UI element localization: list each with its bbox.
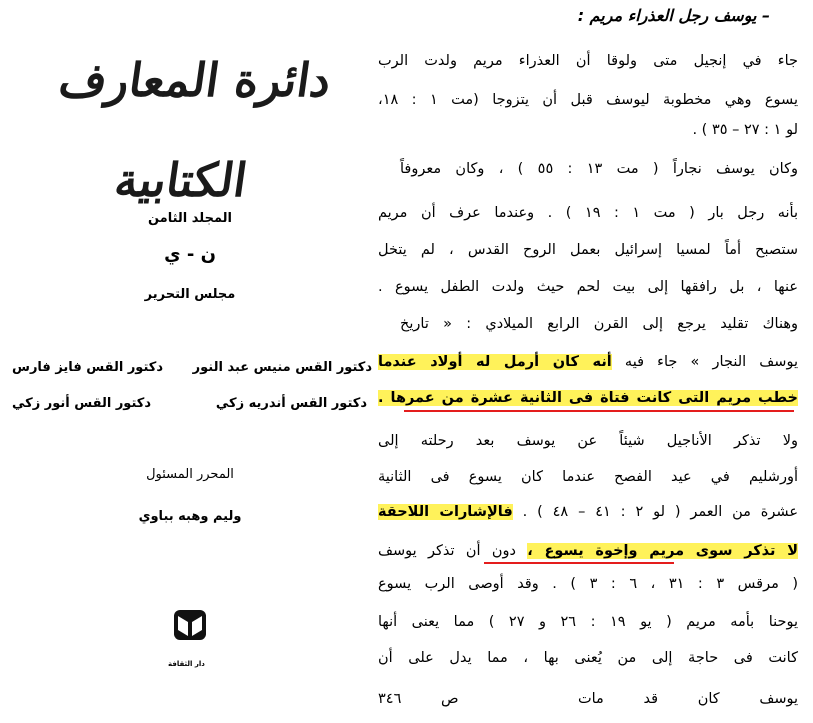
- editorial-board-label: مجلس التحرير: [144, 287, 236, 302]
- volume-letters: ن - ي: [164, 244, 216, 265]
- text-line: لو ١ : ٢٧ – ٣٥ ) .: [692, 122, 798, 138]
- volume-label: المجلد الثامن: [147, 211, 233, 226]
- text-fragment: يوسف كان قد مات: [577, 691, 799, 707]
- text-line: [378, 501, 798, 523]
- text-line: ستصبح أماً لمسيا إسرائيل بعمل الروح القدس ، لم يتخل: [378, 242, 798, 258]
- text-line: [378, 387, 798, 409]
- red-underline: [484, 562, 674, 564]
- page-reference: ص ٣٤٦: [378, 691, 459, 707]
- editor-3: دكتور القس أندريه زكي: [215, 396, 367, 411]
- editor-4: دكتور القس أنور زكي: [12, 396, 151, 411]
- text-line: بأنه رجل بار ( مت ١ : ١٩ ) . وعندما عرف أن مريم: [378, 205, 798, 221]
- logo-text: دائرة المعارف الكتابية: [55, 53, 335, 207]
- responsible-editor-name: وليم وهبه بباوي: [138, 509, 242, 524]
- text-line: [378, 351, 798, 373]
- text-fragment: عشرة من العمر ( لو ٢ : ٤١ – ٤٨ ) .: [522, 504, 798, 520]
- text-line: يوحنا بأمه مريم ( يو ١٩ : ٢٦ و ٢٧ ) مما يعنى أنها: [378, 614, 798, 630]
- text-fragment: دون أن تذكر يوسف: [378, 543, 516, 559]
- text-line: وكان يوسف نجاراً ( مت ١٣ : ٥٥ ) ، وكان معروفاً: [400, 161, 799, 177]
- publisher-logo: [168, 608, 212, 668]
- text-line: يسوع وهي مخطوبة ليوسف قبل أن يتزوجا (مت ١ : ١٨،: [378, 92, 798, 108]
- article-page: [378, 0, 808, 723]
- editor-1: دكتور القس منيس عبد النور: [192, 360, 372, 375]
- text-line: كانت فى حاجة إلى من يُعنى بها ، مما يدل على أن: [378, 650, 798, 666]
- highlighted-text: خطب مريم التى كانت فتاة فى الثانية عشرة من عمرها .: [378, 390, 798, 406]
- text-line: [378, 540, 798, 562]
- publisher-name: دار الثقافة: [168, 660, 205, 668]
- text-line: عنها ، بل رافقها إلى بيت لحم حيث ولدت الطفل يسوع .: [378, 279, 798, 295]
- text-line: [378, 688, 798, 710]
- encyclopedia-logo: [18, 30, 358, 207]
- text-line: ولا تذكر الأناجيل شيئاً عن يوسف بعد رحلته إلى: [378, 433, 798, 449]
- text-line: وهناك تقليد يرجع إلى القرن الرابع الميلادي : « تاريخ: [400, 316, 798, 332]
- text-line: جاء في إنجيل متى ولوقا أن العذراء مريم ولدت الرب: [378, 53, 798, 69]
- text-fragment: يوسف النجار » جاء فيه: [624, 354, 798, 370]
- red-underline: [404, 410, 794, 412]
- responsible-editor-label: المحرر المسئول: [146, 467, 234, 482]
- highlighted-text: أنه كان أرمل له أولاد عندما: [378, 354, 612, 370]
- title-page: [0, 0, 375, 723]
- highlighted-text: لا تذكر سوى مريم وإخوة يسوع ،: [527, 543, 799, 559]
- article-heading: – يوسف رجل العذراء مريم :: [577, 6, 770, 25]
- highlighted-text: فالإشارات اللاحقة: [378, 504, 513, 520]
- text-line: أورشليم في عيد الفصح عندما كان يسوع فى الثانية: [378, 469, 798, 485]
- text-line: ( مرقس ٣ : ٣١ ، ٦ : ٣ ) . وقد أوصى الرب يسوع: [378, 576, 799, 592]
- editor-2: دكتور القس فايز فارس: [12, 360, 163, 375]
